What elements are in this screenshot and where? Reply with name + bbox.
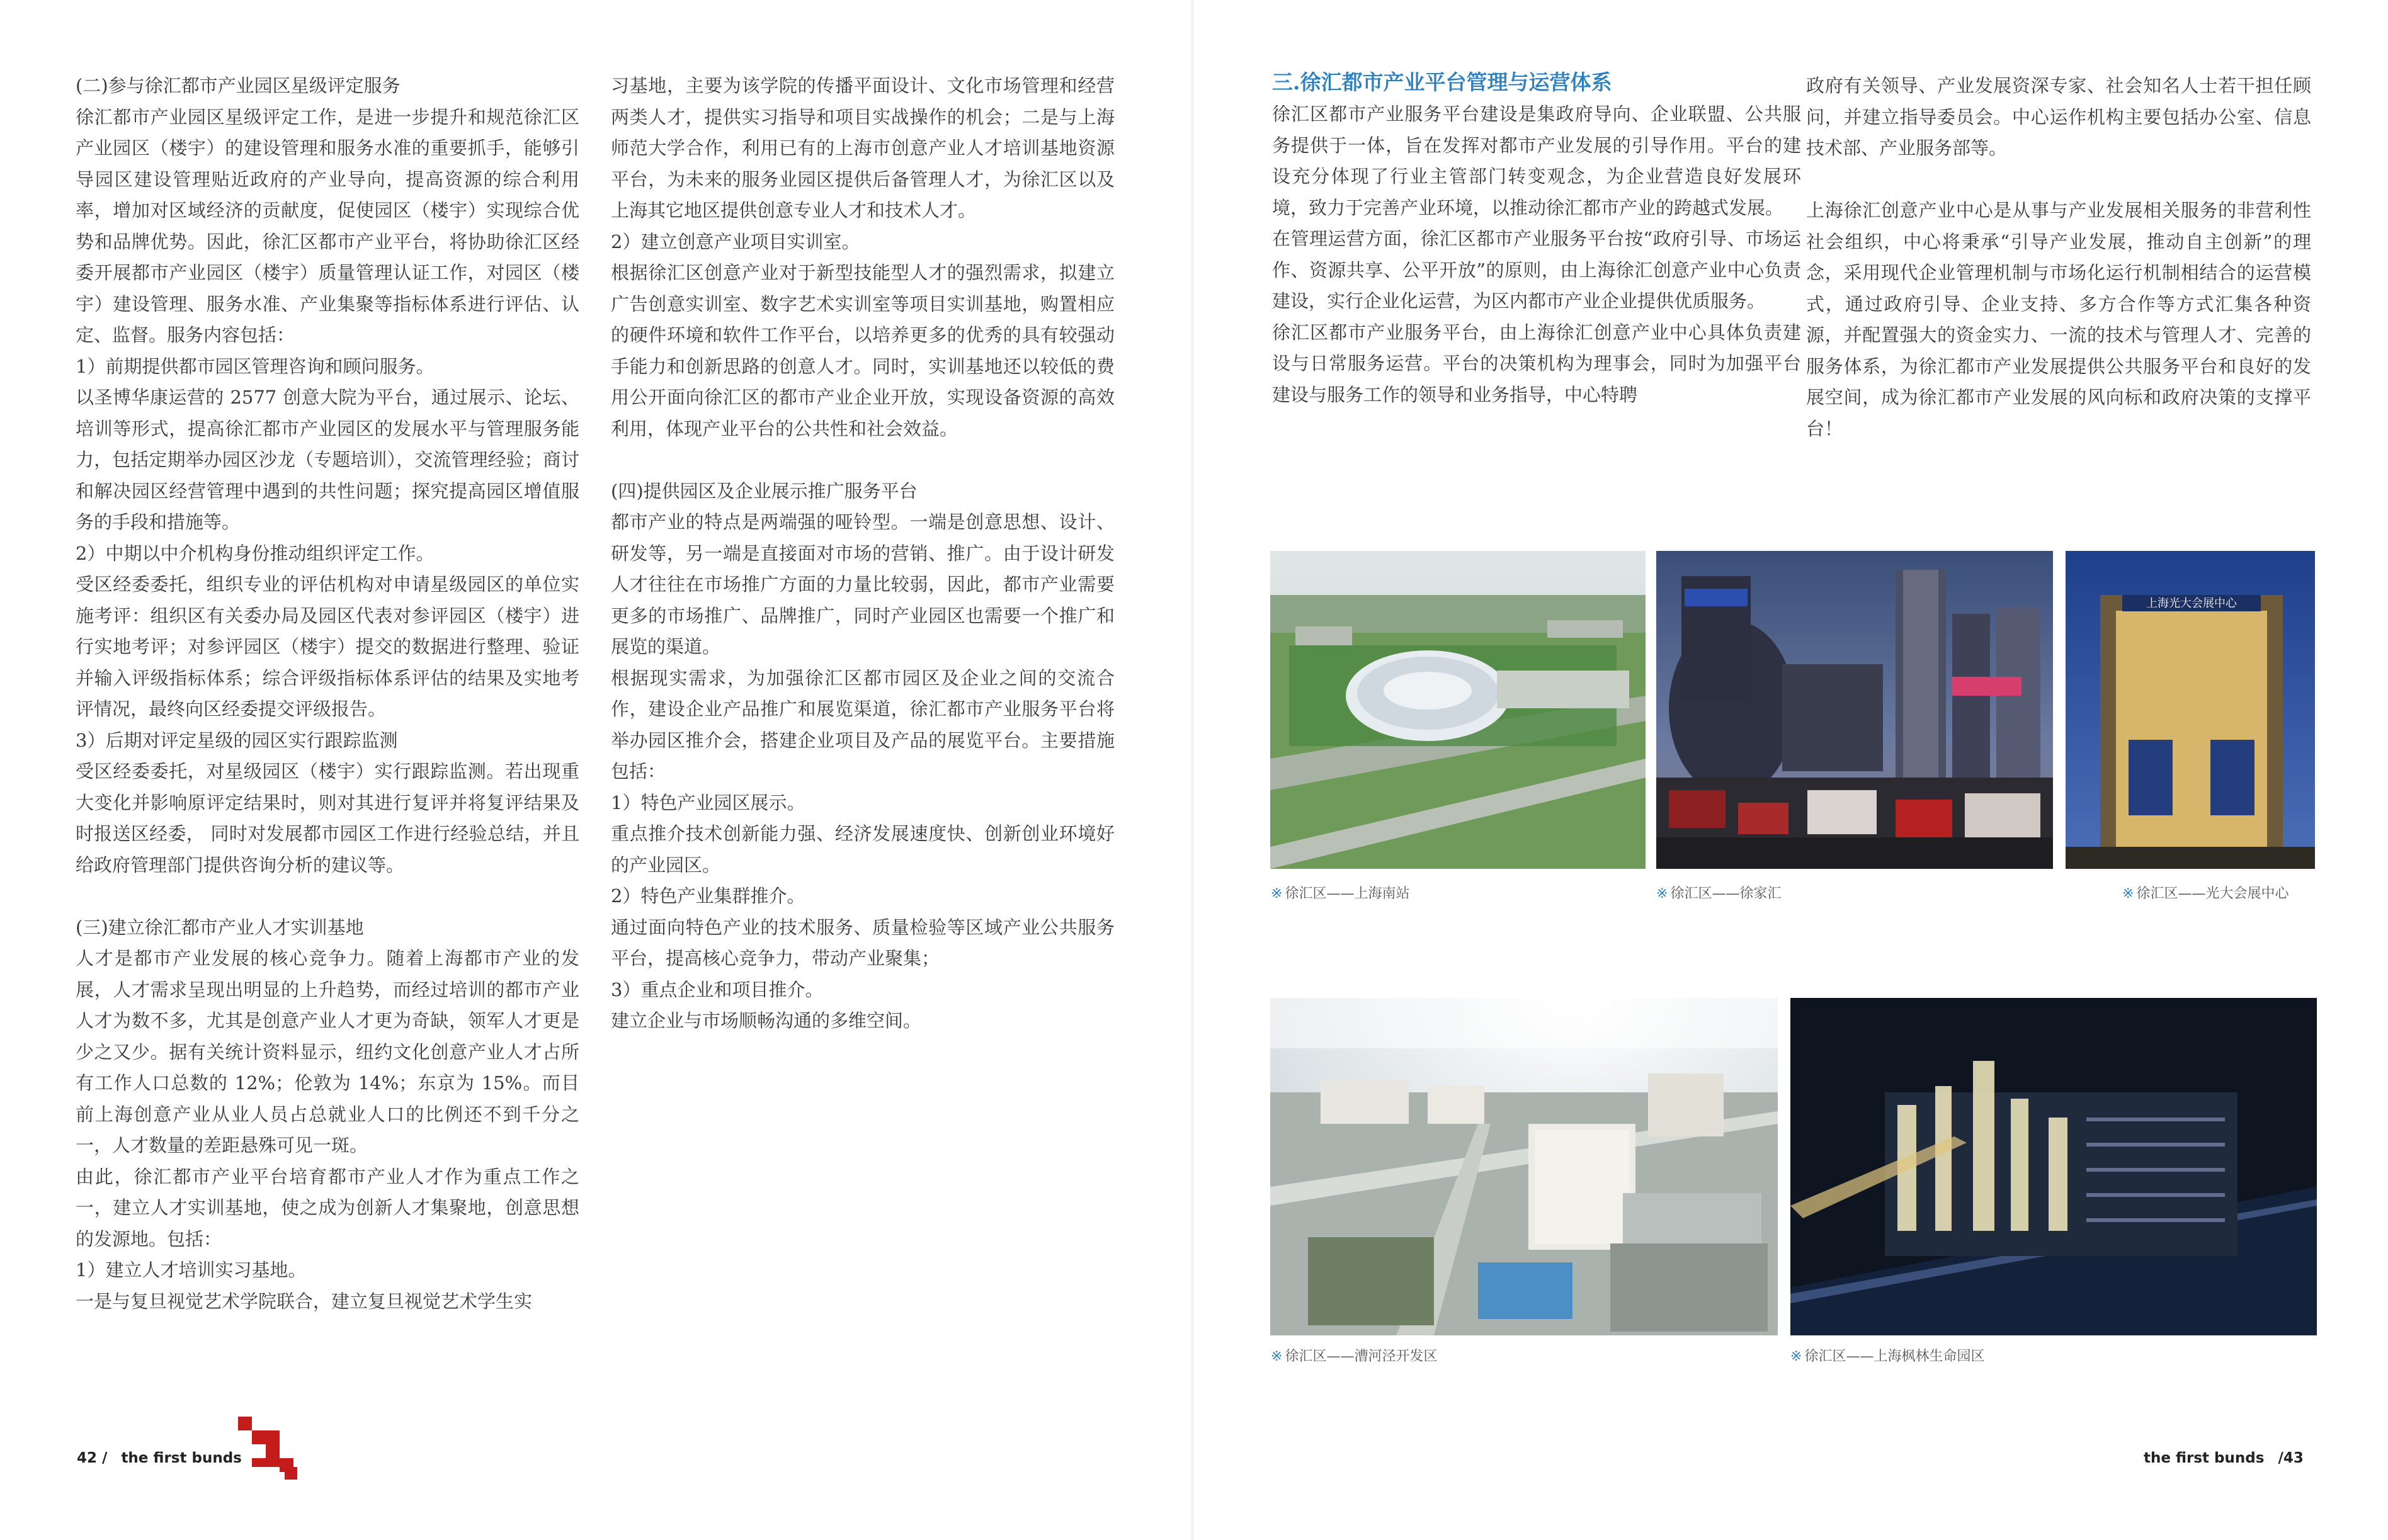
building-sign: 上海光大会展中心 (2146, 597, 2237, 610)
left-page-column-1 (76, 71, 579, 1317)
list-item: 1）建立人才培训实习基地。 (76, 1259, 307, 1281)
photo-fenglin-park (1790, 998, 2317, 1335)
list-item: 2）中期以中介机构身份推动组织评定工作。 (76, 542, 435, 564)
section-heading-3: (三)建立徐汇都市产业人才实训基地 (76, 916, 364, 938)
paragraph: 受区经委委托，对星级园区（楼宇）实行跟踪监测。若出现重大变化并影响原评定结果时，则对其进行复评并将复评结果及时报送区经委， 同时对发展都市园区工作进行经验总结，并且给政府管理部门提供咨询分析的建议等。 (76, 761, 579, 876)
photo-caption: ※ 徐汇区——徐家汇 (1656, 886, 1782, 902)
photo-caption: ※ 徐汇区——漕河泾开发区 (1271, 1349, 1438, 1364)
page-number: /43 (2278, 1450, 2304, 1466)
list-item: 2）特色产业集群推介。 (611, 885, 805, 907)
section-heading-4: (四)提供园区及企业展示推广服务平台 (611, 480, 918, 502)
list-item: 1）特色产业园区展示。 (611, 791, 805, 813)
photo-caption: ※ 徐汇区——上海枫林生命园区 (1790, 1349, 1985, 1364)
paragraph: 建立企业与市场顺畅沟通的多维空间。 (611, 1010, 922, 1031)
photo-caption: ※ 徐汇区——上海南站 (1271, 886, 1410, 902)
right-page-column-1 (1272, 66, 1801, 410)
paragraph: 在管理运营方面，徐汇区都市产业服务平台按“政府引导、市场运作、资源共享、公平开放”的原则，由上海徐汇创意产业中心负责建设，实行企业化运营，为区内都市产业企业提供优质服务。 (1272, 228, 1801, 312)
paragraph: 上海徐汇创意产业中心是从事与产业发展相关服务的非营利性社会组织，中心将秉承“引导产业发展，推动自主创新”的理念，采用现代企业管理机制与市场化运行机制相结合的运营模式，通过政府引导、企业支持、多方合作等方式汇集各种资源，并配置强大的资金实力、一流的技术与管理人才、完善的服务体系，为徐汇都市产业发展提供公共服务平台和良好的发展空间，成为徐汇都市产业发展的风向标和政府决策的支撑平台！ (1806, 200, 2311, 439)
right-page-column-2 (1806, 71, 2311, 444)
paragraph: 重点推介技术创新能力强、经济发展速度快、创新创业环境好的产业园区。 (611, 823, 1115, 876)
section-heading-2: (二)参与徐汇都市产业园区星级评定服务 (76, 75, 401, 96)
photo-shanghai-south-station (1270, 551, 1646, 869)
paragraph: 徐汇区都市产业服务平台，由上海徐汇创意产业中心具体负责建设与日常服务运营。平台的决策机构为理事会，同时为加强平台建设与服务工作的领导和业务指导，中心特聘 (1272, 321, 1801, 405)
left-page-column-2 (611, 71, 1115, 1037)
brand-name: the first bunds (2144, 1450, 2265, 1466)
paragraph: 根据现实需求，为加强徐汇区都市园区及企业之间的交流合作，建设企业产品推广和展览渠道，徐汇都市产业服务平台将举办园区推介会，搭建企业项目及产品的展览平台。主要措施包括： (611, 667, 1115, 782)
paragraph: 通过面向特色产业的技术服务、质量检验等区域产业公共服务平台，提高核心竞争力，带动产业聚集； (611, 916, 1115, 969)
paragraph: 徐汇区都市产业服务平台建设是集政府导向、企业联盟、公共服务提供于一体，旨在发挥对都市产业发展的引导作用。平台的建设充分体现了行业主管部门转变观念，为企业营造良好发展环境，致力于完善产业环境，以推动徐汇都市产业的跨越式发展。 (1272, 103, 1801, 218)
paragraph: 政府有关领导、产业发展资深专家、社会知名人士若干担任顾问，并建立指导委员会。中心运作机构主要包括办公室、信息技术部、产业服务部等。 (1806, 75, 2311, 159)
paragraph: 一是与复旦视觉艺术学院联合，建立复旦视觉艺术学生实 (76, 1290, 533, 1312)
list-item: 1）前期提供都市园区管理咨询和顾问服务。 (76, 355, 435, 377)
paragraph: 习基地，主要为该学院的传播平面设计、文化市场管理和经营两类人才，提供实习指导和项目实战操作的机会；二是与上海师范大学合作，利用已有的上海市创意产业人才培训基地资源平台，为未来的服务业园区提供后备管理人才，为徐汇区以及上海其它地区提供创意专业人才和技术人才。 (611, 75, 1115, 221)
left-footer (77, 1450, 242, 1466)
paragraph: 徐汇都市产业园区星级评定工作，是进一步提升和规范徐汇区产业园区（楼宇）的建设管理和服务水准的重要抓手，能够引导园区建设管理贴近政府的产业导向，提高资源的综合利用率，增加对区域经济的贡献度，促使园区（楼宇）实现综合优势和品牌优势。因此，徐汇区都市产业平台，将协助徐汇区经委开展都市产业园区（楼宇）质量管理认证工作，对园区（楼宇）建设管理、服务水准、产业集聚等指标体系进行评估、认定、监督。服务内容包括： (76, 106, 579, 346)
paragraph: 人才是都市产业发展的核心竞争力。随着上海都市产业的发展，人才需求呈现出明显的上升趋势，而经过培训的都市产业人才为数不多，尤其是创意产业人才更为奇缺，领军人才更是少之又少。据有关统计资料显示，纽约文化创意产业人才占所有工作人口总数的 12%；伦敦为 14%；东京为 15%。而目前上海创意产业从业人员占总就业人口的比例还不到千分之一，人才数量的差距悬殊可见一斑。 (76, 948, 579, 1156)
photo-everbright-center (2066, 551, 2315, 869)
paragraph: 都市产业的特点是两端强的哑铃型。一端是创意思想、设计、研发等，另一端是直接面对市场的营销、推广。由于设计研发人才往往在市场推广方面的力量比较弱，因此，都市产业需要更多的市场推广、品牌推广，同时产业园区也需要一个推广和展览的渠道。 (611, 511, 1115, 657)
paragraph: 以圣博华康运营的 2577 创意大院为平台，通过展示、论坛、培训等形式，提高徐汇都市产业园区的发展水平与管理服务能力，包括定期举办园区沙龙（专题培训），交流管理经验；商讨和解决园区经营管理中遇到的共性问题；探究提高园区增值服务的手段和措施等。 (76, 387, 579, 533)
page-number: 42 / (77, 1450, 108, 1466)
list-item: 3）后期对评定星级的园区实行跟踪监测 (76, 729, 398, 751)
brand-name: the first bunds (121, 1450, 242, 1466)
photo-caohejing (1270, 998, 1778, 1335)
section-title: 三.徐汇都市产业平台管理与运营体系 (1272, 70, 1612, 94)
photo-xujiahui (1656, 551, 2053, 869)
right-footer (2144, 1450, 2304, 1466)
page-gutter (1191, 0, 1193, 1540)
photo-caption: ※ 徐汇区——光大会展中心 (2122, 886, 2289, 902)
paragraph: 由此，徐汇都市产业平台培育都市产业人才作为重点工作之一，建立人才实训基地，使之成为创新人才集聚地，创意思想的发源地。包括： (76, 1165, 579, 1250)
list-item: 3）重点企业和项目推介。 (611, 978, 824, 1000)
paragraph: 根据徐汇区创意产业对于新型技能型人才的强烈需求，拟建立广告创意实训室、数字艺术实训室等项目实训基地，购置相应的硬件环境和软件工作平台，以培养更多的优秀的具有较强动手能力和创新思路的创意人才。同时，实训基地还以较低的费用公开面向徐汇区的都市产业企业开放，实现设备资源的高效利用，体现产业平台的公共性和社会效益。 (611, 262, 1115, 439)
paragraph: 受区经委委托，组织专业的评估机构对申请星级园区的单位实施考评：组织区有关委办局及园区代表对参评园区（楼宇）进行实地考评；对参评园区（楼宇）提交的数据进行整理、验证并输入评级指标体系；综合评级指标体系评估的结果及实地考评情况，最终向区经委提交评级报告。 (76, 574, 579, 720)
list-item: 2）建立创意产业项目实训室。 (611, 230, 860, 252)
